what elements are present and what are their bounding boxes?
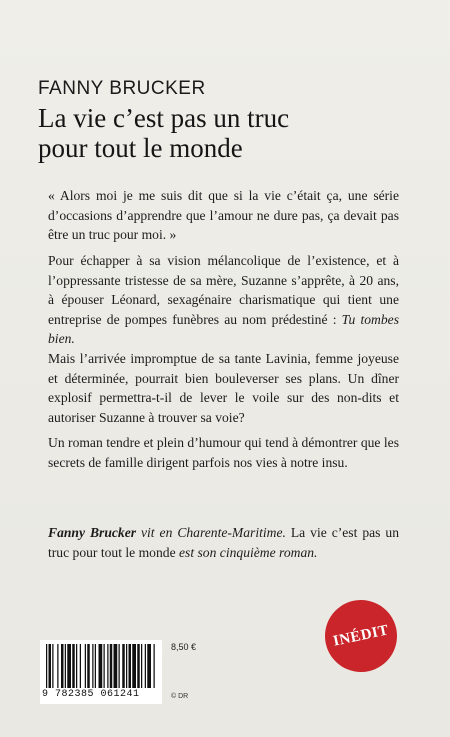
photo-credit: © DR	[171, 693, 189, 700]
barcode-bar	[80, 644, 81, 688]
company-name: Tu tombes bien.	[48, 311, 399, 347]
barcode-bar	[110, 644, 113, 688]
barcode-bar	[114, 644, 118, 688]
synopsis-paragraph-2: Mais l’arrivée impromptue de sa tante Lavinia, femme joyeuse et déterminée, pourrait bien bouleverser ses plans. Un dîner explosif permettra-t-il de lever le voile sur des non-dits et autoriser Suzanne à trouver sa voie?	[48, 350, 399, 425]
bio-author-name: Fanny Brucker	[48, 525, 137, 540]
barcode-bars	[46, 644, 156, 688]
book-title-line-2: pour tout le monde	[38, 133, 243, 163]
barcode-bar	[67, 644, 71, 688]
quote-text: « Alors moi je me suis dit que si la vie c’était ça, une série d’occasions d’apprendre que l’amour ne dure pas, ça devait pas être un truc pour moi. »	[48, 188, 399, 243]
barcode-bar	[129, 644, 132, 688]
barcode-bar	[52, 644, 53, 688]
bio-part-1: vit en Charente-Maritime.	[136, 525, 286, 540]
barcode-bar	[57, 644, 58, 688]
inedit-badge-label: INÉDIT	[331, 621, 391, 650]
price-label: 8,50 €	[171, 642, 197, 652]
book-title	[38, 103, 418, 163]
barcode-bar	[49, 644, 52, 688]
author-bio-text	[48, 523, 399, 562]
author-name: FANNY BRUCKER	[38, 78, 206, 99]
isbn-barcode	[40, 640, 162, 704]
barcode-bar	[104, 644, 105, 688]
quote-block	[48, 186, 399, 245]
synopsis-block	[48, 251, 399, 427]
barcode-bar	[145, 644, 146, 688]
barcode-bar	[107, 644, 108, 688]
author-bio	[48, 523, 399, 562]
bio-book-title: La vie c’est pas un truc pour tout le monde	[48, 525, 399, 560]
barcode-bar	[61, 644, 64, 688]
barcode-bar	[122, 644, 125, 688]
synopsis-p1-text: Pour échapper à sa vision mélancolique de l’existence, et à l’oppressante tristesse de sa mère, Suzanne s’apprête, à 20 ans, à épouser Léonard, sexagénaire charismatique qui tient une entreprise de pompes funèbres au nom prédestiné :	[48, 253, 399, 327]
barcode-bar	[46, 644, 47, 688]
synopsis-paragraph-1	[48, 251, 399, 349]
book-title-line-1: La vie c’est pas un truc	[38, 103, 290, 133]
barcode-bar	[72, 644, 75, 688]
pitch-text: Un roman tendre et plein d’humour qui tend à démontrer que les secrets de famille dirigent parfois nos vies à notre insu.	[48, 435, 399, 470]
isbn-digits: 9 782385 061241	[42, 689, 140, 700]
pitch-block	[48, 433, 399, 472]
bio-part-2: est son cinquième roman.	[175, 544, 318, 560]
barcode-bar	[92, 644, 93, 688]
barcode-bar	[85, 644, 86, 688]
barcode-bar	[65, 644, 66, 688]
barcode-bar	[126, 644, 127, 688]
barcode-bar	[76, 644, 77, 688]
barcode-bar	[147, 644, 151, 688]
barcode-bar	[132, 644, 136, 688]
inedit-badge	[318, 593, 403, 678]
barcode-bar	[99, 644, 103, 688]
barcode-bar	[95, 644, 96, 688]
barcode-bar	[87, 644, 90, 688]
barcode-bar	[119, 644, 120, 688]
barcode-bar	[154, 644, 155, 688]
barcode-bar	[141, 644, 142, 688]
barcode-bar	[137, 644, 140, 688]
